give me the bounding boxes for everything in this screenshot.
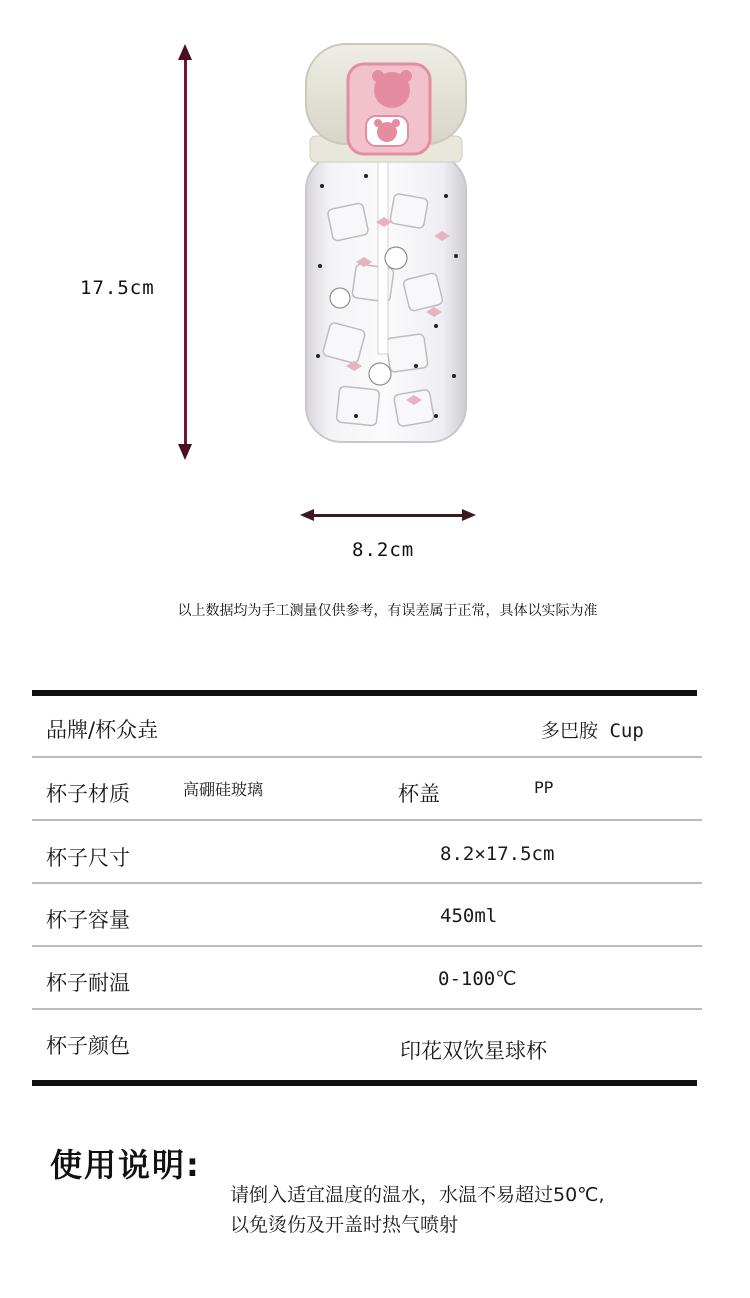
width-arrow-line xyxy=(312,514,466,517)
arrow-up-icon xyxy=(178,44,192,60)
capacity-value: 450ml xyxy=(440,905,498,927)
size-value: 8.2×17.5cm xyxy=(440,843,555,865)
arrow-down-icon xyxy=(178,444,192,460)
row-divider xyxy=(32,1008,702,1010)
usage-text-line-1: 请倒入适宜温度的温水，水温不易超过50℃, xyxy=(230,1184,605,1206)
brand-label: 品牌/杯众垚 xyxy=(46,718,159,742)
brand-value: 多巴胺 Cup xyxy=(541,720,644,742)
arrow-left-icon xyxy=(300,509,314,521)
color-label: 杯子颜色 xyxy=(46,1034,130,1058)
width-label: 8.2cm xyxy=(352,539,415,561)
height-arrow-line xyxy=(184,56,187,448)
lid-label: 杯盖 xyxy=(398,782,440,806)
usage-title: 使用说明: xyxy=(50,1146,201,1184)
measurement-note: 以上数据均为手工测量仅供参考，有误差属于正常，具体以实际为准 xyxy=(177,603,598,619)
material-label: 杯子材质 xyxy=(46,782,130,806)
capacity-label: 杯子容量 xyxy=(46,908,130,932)
bottle-image xyxy=(296,36,476,446)
table-bottom-rule xyxy=(32,1080,697,1086)
usage-text-line-2: 以免烫伤及开盖时热气喷射 xyxy=(230,1214,459,1236)
row-divider xyxy=(32,945,702,947)
row-divider xyxy=(32,756,702,758)
row-divider xyxy=(32,882,702,884)
material-value: 高硼硅玻璃 xyxy=(183,780,264,799)
color-value: 印花双饮星球杯 xyxy=(400,1039,547,1063)
height-label: 17.5cm xyxy=(80,277,155,299)
table-top-rule xyxy=(32,690,697,696)
temperature-label: 杯子耐温 xyxy=(46,971,130,995)
temperature-value: 0-100℃ xyxy=(438,968,517,990)
lid-value: PP xyxy=(534,778,554,797)
arrow-right-icon xyxy=(462,509,476,521)
size-label: 杯子尺寸 xyxy=(46,846,130,870)
row-divider xyxy=(32,819,702,821)
